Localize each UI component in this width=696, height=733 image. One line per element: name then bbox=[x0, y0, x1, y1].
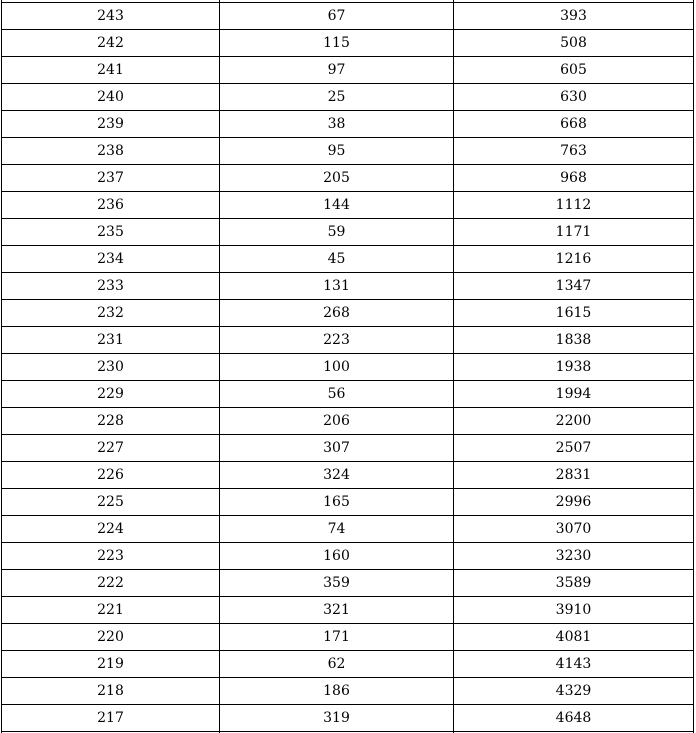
table-body bbox=[2, 0, 694, 733]
table-cell: 97 bbox=[220, 57, 454, 84]
table-cell: 45 bbox=[220, 246, 454, 273]
table-cell: 3589 bbox=[454, 570, 694, 597]
table-cell: 4329 bbox=[454, 678, 694, 705]
table-cell: 74 bbox=[220, 516, 454, 543]
table-row bbox=[2, 165, 694, 192]
table-cell: 228 bbox=[2, 408, 220, 435]
table-cell: 224 bbox=[2, 516, 220, 543]
table-cell: 268 bbox=[220, 300, 454, 327]
table-cell: 1938 bbox=[454, 354, 694, 381]
table-row bbox=[2, 57, 694, 84]
table-cell: 223 bbox=[2, 543, 220, 570]
table-row bbox=[2, 489, 694, 516]
table-cell: 3230 bbox=[454, 543, 694, 570]
table-cell: 95 bbox=[220, 138, 454, 165]
table-cell: 144 bbox=[220, 192, 454, 219]
table-row bbox=[2, 84, 694, 111]
table-row bbox=[2, 516, 694, 543]
table-row bbox=[2, 273, 694, 300]
table-cell: 235 bbox=[2, 219, 220, 246]
table-row bbox=[2, 597, 694, 624]
table-cell: 223 bbox=[220, 327, 454, 354]
table-cell: 239 bbox=[2, 111, 220, 138]
table-row bbox=[2, 651, 694, 678]
table-row bbox=[2, 624, 694, 651]
table-cell: 67 bbox=[220, 3, 454, 30]
table-cell: 232 bbox=[2, 300, 220, 327]
table-cell: 218 bbox=[2, 678, 220, 705]
table-cell: 243 bbox=[2, 3, 220, 30]
table-cell: 171 bbox=[220, 624, 454, 651]
table-cell: 763 bbox=[454, 138, 694, 165]
table-cell: 668 bbox=[454, 111, 694, 138]
table-row bbox=[2, 3, 694, 30]
table-cell: 238 bbox=[2, 138, 220, 165]
table-row bbox=[2, 354, 694, 381]
table-cell: 4081 bbox=[454, 624, 694, 651]
table-cell: 968 bbox=[454, 165, 694, 192]
table-cell: 1994 bbox=[454, 381, 694, 408]
table-row bbox=[2, 138, 694, 165]
table-row bbox=[2, 408, 694, 435]
table-cell: 4648 bbox=[454, 705, 694, 732]
table-cell: 2996 bbox=[454, 489, 694, 516]
table-row bbox=[2, 381, 694, 408]
table-cell: 1347 bbox=[454, 273, 694, 300]
table-cell: 222 bbox=[2, 570, 220, 597]
table-cell: 234 bbox=[2, 246, 220, 273]
table-cell: 319 bbox=[220, 705, 454, 732]
table-row bbox=[2, 435, 694, 462]
table-cell: 3070 bbox=[454, 516, 694, 543]
table-row bbox=[2, 570, 694, 597]
table-cell: 131 bbox=[220, 273, 454, 300]
table-cell: 186 bbox=[220, 678, 454, 705]
table-cell: 1171 bbox=[454, 219, 694, 246]
table-cell: 59 bbox=[220, 219, 454, 246]
table-row bbox=[2, 705, 694, 732]
table-cell: 62 bbox=[220, 651, 454, 678]
table-row bbox=[2, 30, 694, 57]
table-row bbox=[2, 192, 694, 219]
table-cell: 115 bbox=[220, 30, 454, 57]
table-cell: 220 bbox=[2, 624, 220, 651]
table-cell: 1615 bbox=[454, 300, 694, 327]
table-row bbox=[2, 300, 694, 327]
table-cell: 508 bbox=[454, 30, 694, 57]
table-cell: 229 bbox=[2, 381, 220, 408]
table-cell: 205 bbox=[220, 165, 454, 192]
table-cell: 206 bbox=[220, 408, 454, 435]
table-cell: 221 bbox=[2, 597, 220, 624]
table-cell: 25 bbox=[220, 84, 454, 111]
table-row bbox=[2, 543, 694, 570]
table-cell: 324 bbox=[220, 462, 454, 489]
table-cell: 2831 bbox=[454, 462, 694, 489]
table-cell: 321 bbox=[220, 597, 454, 624]
table-cell: 231 bbox=[2, 327, 220, 354]
table-cell: 100 bbox=[220, 354, 454, 381]
table-cell: 165 bbox=[220, 489, 454, 516]
table-cell: 242 bbox=[2, 30, 220, 57]
table-cell: 630 bbox=[454, 84, 694, 111]
table-cell: 160 bbox=[220, 543, 454, 570]
table-cell: 226 bbox=[2, 462, 220, 489]
table-cell: 236 bbox=[2, 192, 220, 219]
table-cell: 4143 bbox=[454, 651, 694, 678]
table-row bbox=[2, 111, 694, 138]
table-cell: 2200 bbox=[454, 408, 694, 435]
table-cell: 2507 bbox=[454, 435, 694, 462]
table-cell: 233 bbox=[2, 273, 220, 300]
table-cell: 230 bbox=[2, 354, 220, 381]
table-cell: 56 bbox=[220, 381, 454, 408]
table-row bbox=[2, 678, 694, 705]
table-cell: 393 bbox=[454, 3, 694, 30]
table-cell: 240 bbox=[2, 84, 220, 111]
table-cell: 307 bbox=[220, 435, 454, 462]
table-row bbox=[2, 246, 694, 273]
table-cell: 1112 bbox=[454, 192, 694, 219]
table-cell: 1838 bbox=[454, 327, 694, 354]
table-cell: 1216 bbox=[454, 246, 694, 273]
table-cell: 359 bbox=[220, 570, 454, 597]
table-cell: 219 bbox=[2, 651, 220, 678]
table-cell: 227 bbox=[2, 435, 220, 462]
table-row bbox=[2, 462, 694, 489]
score-table bbox=[1, 0, 694, 733]
table-cell: 3910 bbox=[454, 597, 694, 624]
table-row bbox=[2, 327, 694, 354]
table-cell: 38 bbox=[220, 111, 454, 138]
table-row bbox=[2, 219, 694, 246]
table-cell: 605 bbox=[454, 57, 694, 84]
table-cell: 241 bbox=[2, 57, 220, 84]
table-cell: 237 bbox=[2, 165, 220, 192]
table-cell: 225 bbox=[2, 489, 220, 516]
table-cell: 217 bbox=[2, 705, 220, 732]
